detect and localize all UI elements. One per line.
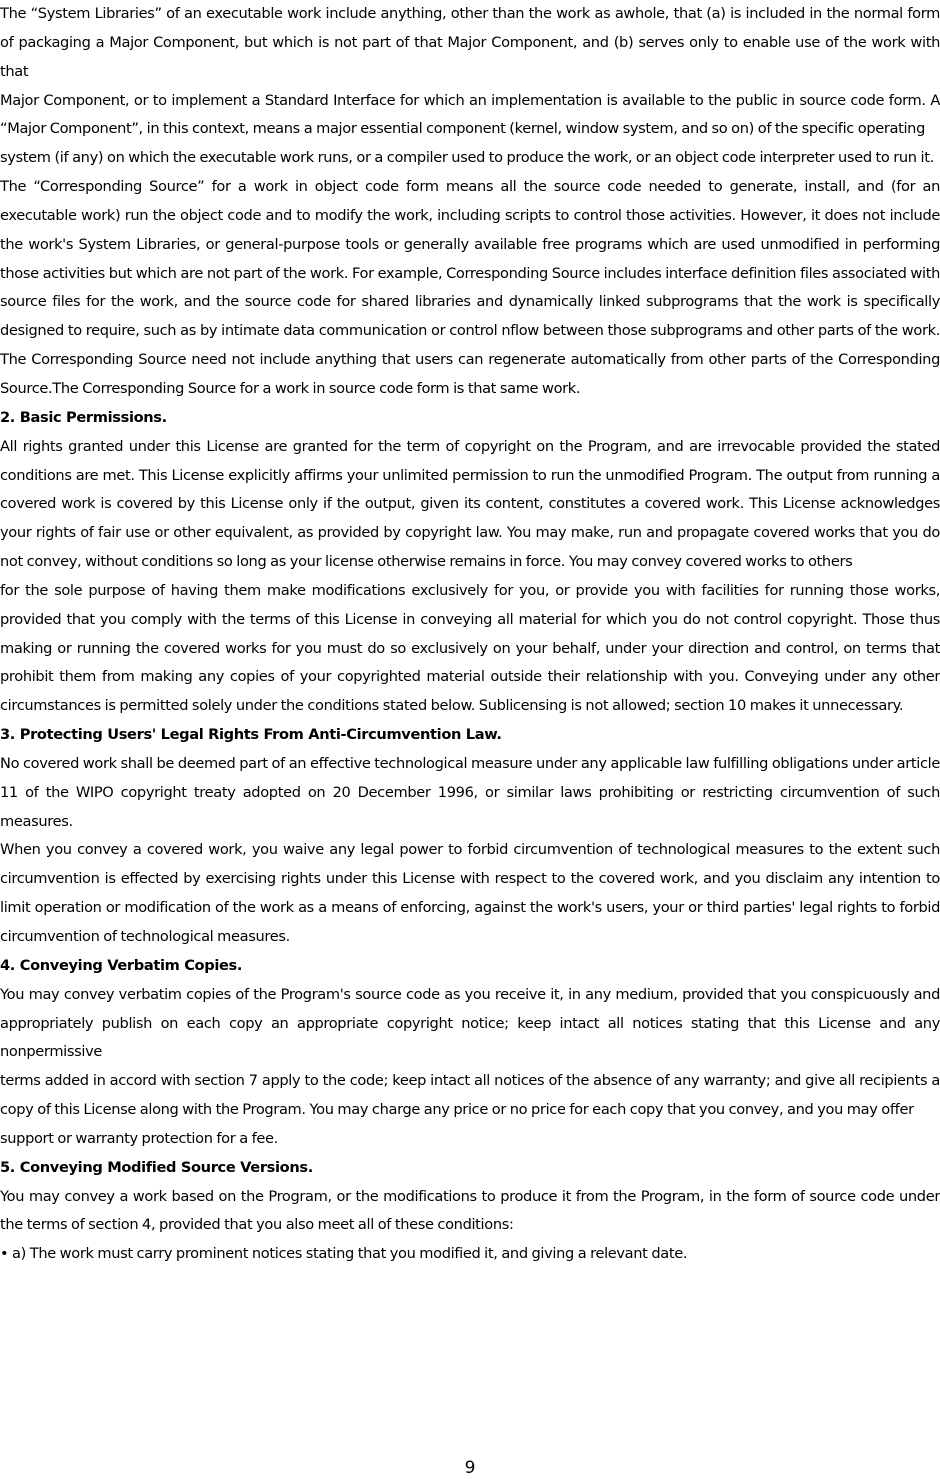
basic-permissions-paragraph: All rights granted under this License are granted for the term of copyright on the Program, and are irrevocable provided the stated conditions are met. This License explicitly affirms your unlimited permission to run the unmodified Program. The output from running a covered work is covered by this License only if the output, given its content, constitutes a covered work. This License acknowledges your rights of fair use or other equivalent, as provided by copyright law. You may make, run and propagate covered works that you do not convey, without conditions so long as your license otherwise remains in force. You may convey covered works to others: [0, 437, 940, 571]
modified-source-paragraph: You may convey a work based on the Program, or the modifications to produce it from the Program, in the form of source code under the terms of section 4, provided that you also meet all of these conditions:: [0, 1187, 940, 1234]
sole-purpose-paragraph: for the sole purpose of having them make modifications exclusively for you, or provide you with facilities for running those works, provided that you comply with the terms of this License in conveying all material for which you do not control copyright. Those thus making or running the covered works for you must do so exclusively on your behalf, under your direction and control, on terms that prohibit them from making any copies of your copyrighted material outside their relationship with you. Conveying under any other circumstances is permitted solely under the conditions stated below. Sublicensing is not allowed; section 10 makes it unnecessary.: [0, 581, 940, 715]
section-heading-anti-circumvention: 3. Protecting Users' Legal Rights From Anti-Circumvention Law.: [0, 726, 502, 744]
waive-legal-power-paragraph: When you convey a covered work, you waive any legal power to forbid circumvention of technological measures to the extent such circumvention is effected by exercising rights under this License with respect to the covered work, and you disclaim any intention to limit operation or modification of the work as a means of enforcing, against the work's users, your or third parties' legal rights to forbid circumvention of technological measures.: [0, 841, 940, 945]
verbatim-copies-paragraph: You may convey verbatim copies of the Program's source code as you receive it, in any medium, provided that you conspicuously and appropriately publish on each copy an appropriate copyright notice; keep intact all notices stating that this License and any nonpermissive: [0, 985, 940, 1061]
technological-measure-paragraph: No covered work shall be deemed part of an effective technological measure under any applicable law fulfilling obligations under article 11 of the WIPO copyright treaty adopted on 20 December 1996, or similar laws prohibiting or restricting circumvention of such measures.: [0, 754, 940, 830]
system-libraries-paragraph: The “System Libraries” of an executable work include anything, other than the work as awhole, that (a) is included in the normal form of packaging a Major Component, but which is not part of that Major Component, and (b) serves only to enable use of the work with that: [0, 5, 940, 80]
page-number: 9: [464, 1458, 476, 1478]
support-warranty-paragraph: support or warranty protection for a fee.: [0, 1129, 278, 1147]
major-component-paragraph: Major Component, or to implement a Standard Interface for which an implementation is available to the public in source code form. A “Major Component”, in this context, means a major essential component (kernel, window system, and so on) of the specific operating: [0, 91, 940, 138]
section-heading-verbatim-copies: 4. Conveying Verbatim Copies.: [0, 956, 243, 974]
section-heading-basic-permissions: 2. Basic Permissions.: [0, 408, 167, 426]
condition-a-list-item: • a) The work must carry prominent notices stating that you modified it, and giving a relevant date.: [0, 1245, 688, 1263]
section-heading-modified-source: 5. Conveying Modified Source Versions.: [0, 1158, 313, 1176]
terms-added-paragraph: terms added in accord with section 7 apply to the code; keep intact all notices of the absence of any warranty; and give all recipients a copy of this License along with the Program. You may charge any price or no price for each copy that you convey, and you may offer: [0, 1072, 940, 1119]
corresponding-source-paragraph: The “Corresponding Source” for a work in object code form means all the source code needed to generate, install, and (for an executable work) run the object code and to modify the work, including scripts to control those activities. However, it does not include the work's System Libraries, or general-purpose tools or generally available free programs which are used unmodified in performing those activities but which are not part of the work. For example, Corresponding Source includes interface definition files associated with source files for the work, and the source code for shared libraries and dynamically linked subprograms that the work is specifically designed to require, such as by intimate data communication or control nflow between those subprograms and other parts of the work. The Corresponding Source need not include anything that users can regenerate automatically from other parts of the Corresponding Source.The Corresponding Source for a work in source code form is that same work.: [0, 178, 940, 397]
system-runs-paragraph: system (if any) on which the executable work runs, or a compiler used to produce the work, or an object code interpreter used to run it.: [0, 149, 934, 167]
